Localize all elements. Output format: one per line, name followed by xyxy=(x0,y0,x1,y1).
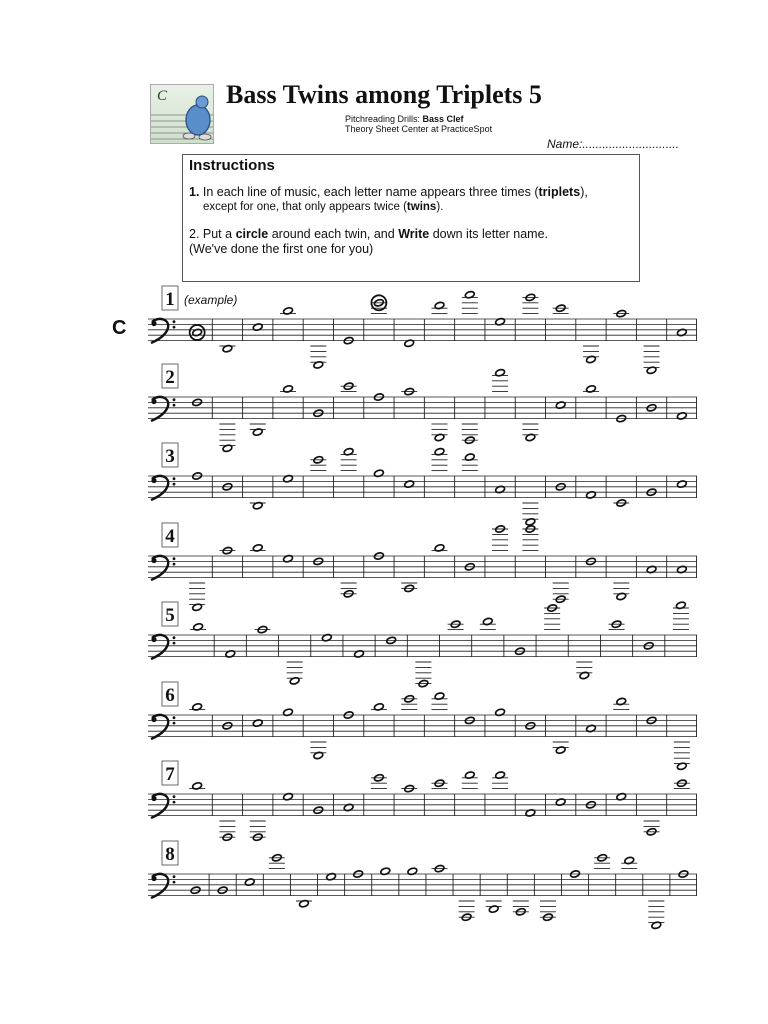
example-label: (example) xyxy=(184,293,238,307)
music-line-8 xyxy=(148,841,697,929)
bass-clef-icon xyxy=(151,397,175,421)
example-answer-letter[interactable]: C xyxy=(112,317,127,339)
name-field[interactable]: Name:............................. xyxy=(547,137,680,151)
music-line-3 xyxy=(148,443,697,526)
subtitle-source: Theory Sheet Center at PracticeSpot xyxy=(345,124,493,134)
bass-clef-icon xyxy=(151,794,175,818)
music-line-1 xyxy=(148,286,697,374)
music-line-6 xyxy=(148,682,697,770)
instruction-step-1-cont: except for one, that only appears twice (twins). xyxy=(203,201,444,213)
bass-clef-icon xyxy=(151,556,175,580)
bass-clef-icon xyxy=(151,874,175,898)
twin-circle-mark xyxy=(190,325,205,340)
line-number: 2 xyxy=(165,367,175,388)
subtitle-drill: Pitchreading Drills: Bass Clef xyxy=(345,114,464,124)
line-number: 4 xyxy=(165,526,175,547)
music-line-5 xyxy=(148,601,697,688)
logo-letter: C xyxy=(157,88,168,104)
bass-clef-icon xyxy=(151,715,175,739)
music-line-2 xyxy=(148,364,697,452)
instruction-step-1: 1. In each line of music, each letter name appears three times (triplets), xyxy=(189,185,588,199)
music-line-7 xyxy=(148,761,697,841)
instructions-heading: Instructions xyxy=(189,157,275,174)
page-title: Bass Twins among Triplets 5 xyxy=(226,80,542,109)
instruction-step-2: 2. Put a circle around each twin, and Write down its letter name. xyxy=(189,227,549,241)
line-number: 5 xyxy=(165,605,175,626)
bass-clef-icon xyxy=(151,319,175,343)
line-number: 7 xyxy=(165,764,175,785)
bass-clef-icon xyxy=(151,476,175,500)
music-line-4 xyxy=(148,523,697,611)
line-number: 8 xyxy=(165,844,175,865)
line-number: 1 xyxy=(165,289,175,310)
line-number: 3 xyxy=(165,446,175,467)
line-number: 6 xyxy=(165,685,175,706)
bass-clef-icon xyxy=(151,635,175,659)
instruction-step-2-note: (We've done the first one for you) xyxy=(189,242,374,256)
